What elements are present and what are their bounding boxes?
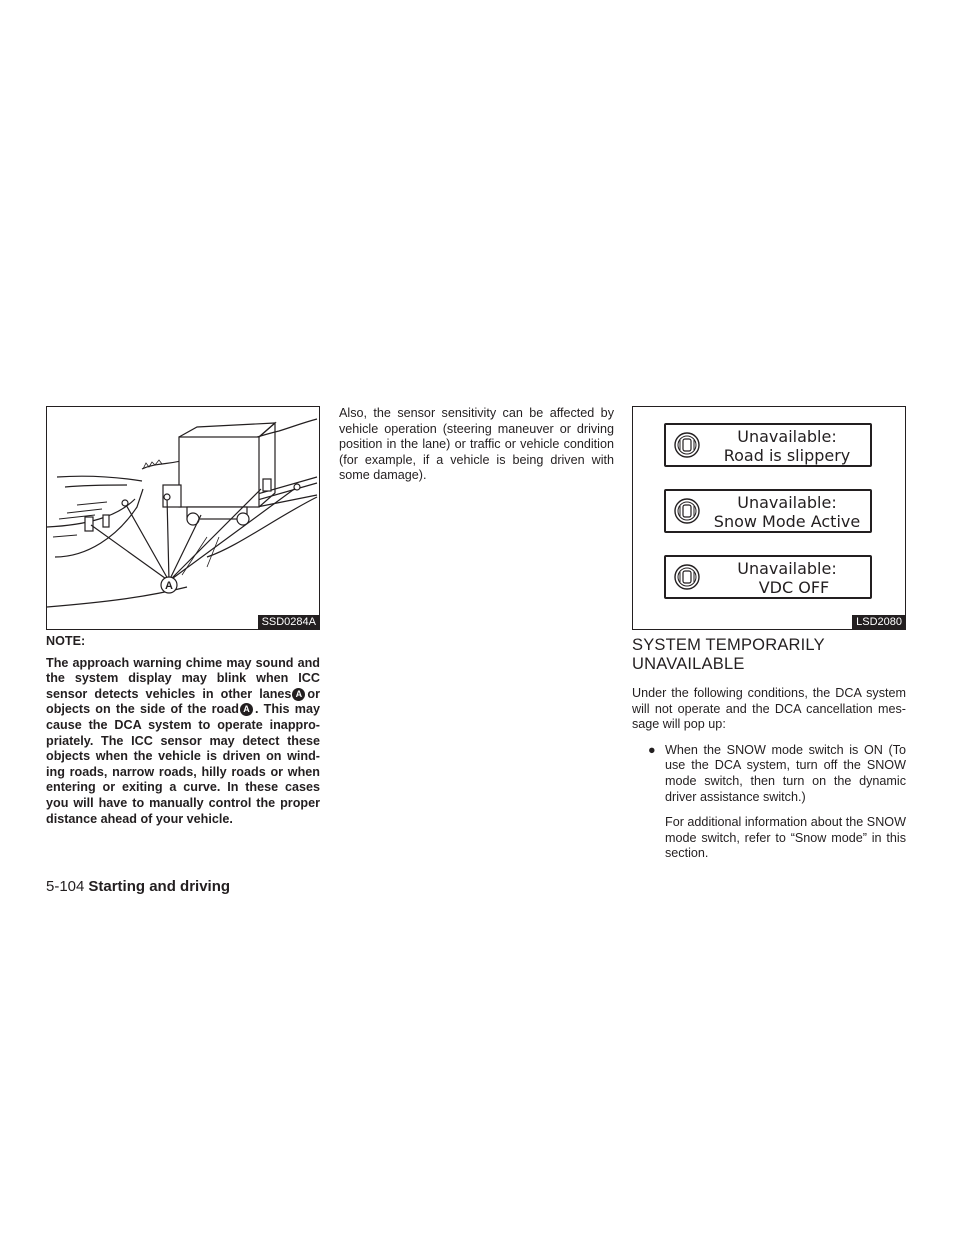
message-text: VDC OFF — [758, 578, 830, 597]
message-title: Unavailable: — [737, 427, 837, 446]
bullet-icon: ● — [648, 742, 656, 757]
steering-assist-icon — [674, 432, 700, 458]
section-heading — [632, 636, 906, 674]
message-title: Unavailable: — [737, 559, 837, 578]
page-number: 5-104 — [46, 878, 85, 895]
steering-assist-icon — [674, 564, 700, 590]
message-vdc-off — [664, 555, 872, 599]
note-text-3: . This may cause the DCA system to operate inappro-priately. The ICC sensor may detect these objects when the vehicle is driven on wind-ing roads, narrow roads, hilly roads or when entering or exiting a curve. In these cases you will have to manually control the proper distance ahead of your vehicle. — [46, 702, 320, 826]
figure-code: LSD2080 — [852, 615, 905, 629]
footer-section-title: Starting and driving — [88, 878, 231, 895]
bullet-sub-paragraph: For additional information about the SNOW mode switch, refer to “Snow mode” in this section. — [665, 815, 906, 861]
message-road-slippery — [664, 423, 872, 467]
road-sensor-illustration — [46, 406, 320, 630]
note-heading: NOTE: — [46, 634, 86, 648]
system-unavailable-section — [632, 636, 906, 862]
note-body — [46, 656, 320, 828]
steering-assist-icon — [674, 498, 700, 524]
unavailable-messages-figure — [632, 406, 906, 630]
middle-column — [339, 406, 614, 484]
callout-a-badge: A — [292, 688, 305, 701]
message-title: Unavailable: — [737, 493, 837, 512]
page-footer — [46, 878, 230, 896]
section-heading-line1: SYSTEM TEMPORARILY — [632, 636, 825, 654]
list-item — [632, 743, 906, 805]
road-scene-drawing — [47, 407, 319, 629]
message-text: Snow Mode Active — [713, 512, 861, 531]
note-text-2: or objects on the side of the road — [46, 686, 320, 717]
note-text-1: The approach warning chime may sound and the system display may blink when ICC sensor detects vehicles in other lanes — [46, 655, 320, 701]
message-text: Road is slippery — [723, 446, 851, 465]
sensor-sensitivity-paragraph: Also, the sensor sensitivity can be affected by vehicle operation (steering maneuver or driving position in the lane) or traffic or vehicle condition (for example, if a vehicle is being driven with some damage). — [339, 406, 614, 483]
section-intro: Under the following conditions, the DCA system will not operate and the DCA cancellation mes-sage will pop up: — [632, 686, 906, 732]
bullet-text: When the SNOW mode switch is ON (To use the DCA system, turn off the SNOW mode switch, then turn on the dynamic driver assistance switch.) — [665, 742, 906, 804]
message-snow-mode — [664, 489, 872, 533]
section-heading-line2: UNAVAILABLE — [632, 655, 745, 673]
callout-a-badge: A — [240, 703, 253, 716]
figure-code: SSD0284A — [258, 615, 319, 629]
callout-a: A — [165, 580, 173, 592]
note-block — [46, 634, 320, 827]
